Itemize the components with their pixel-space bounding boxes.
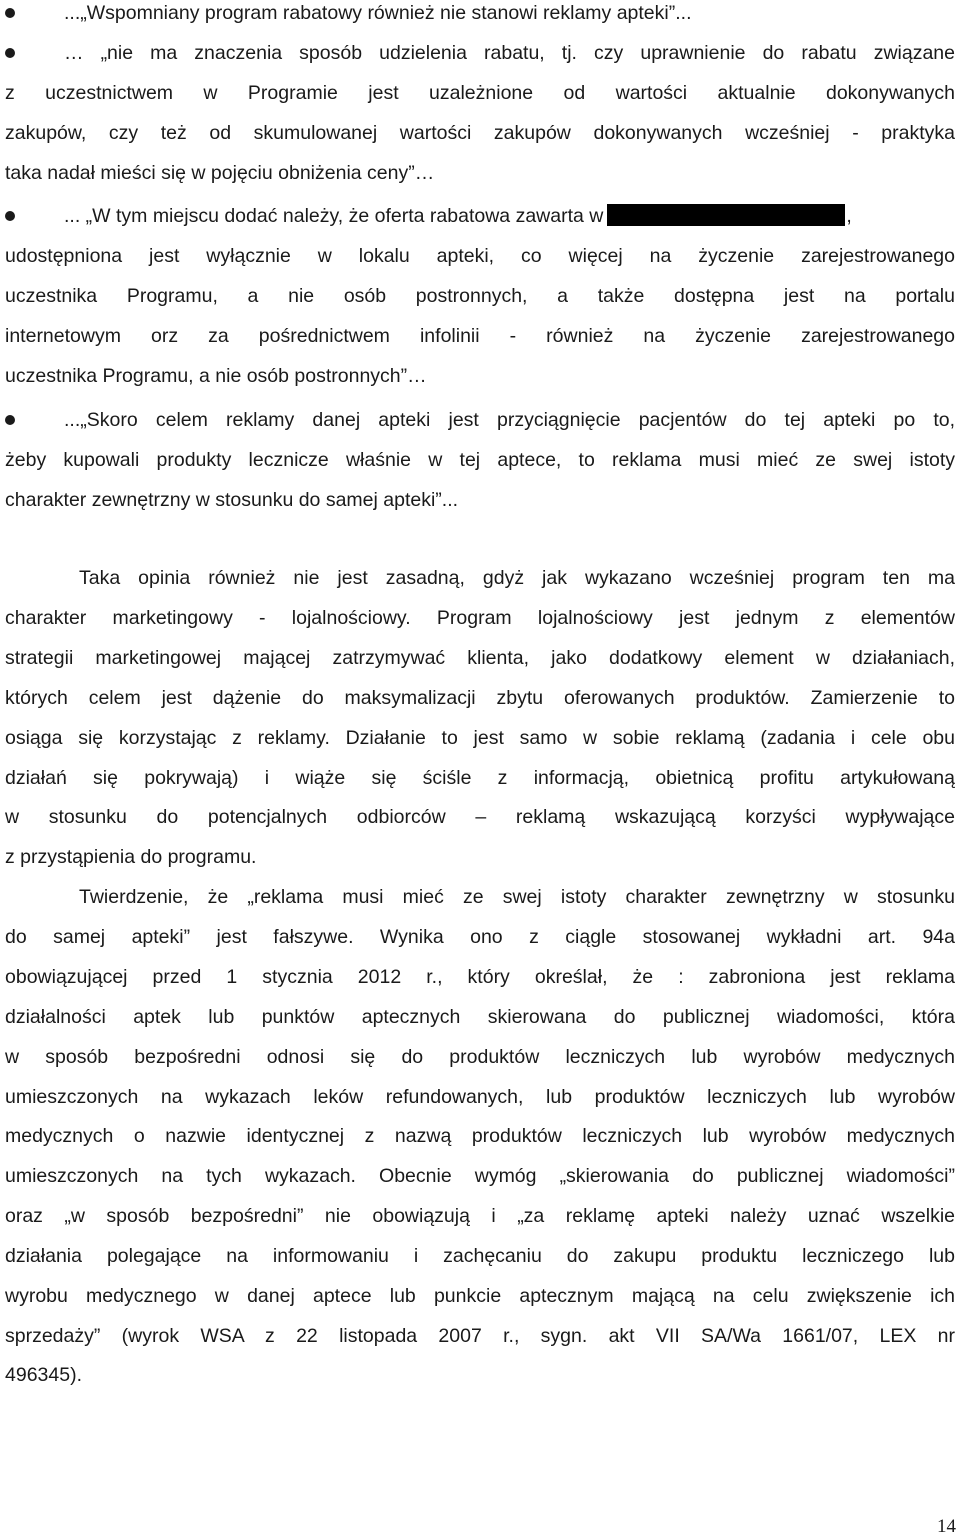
paragraph-1-line-8: z przystąpienia do programu. bbox=[5, 846, 257, 868]
bullet-marker bbox=[5, 8, 15, 18]
paragraph-2-line-13: 496345). bbox=[5, 1364, 82, 1386]
paragraph-1-line-5: osiąga się korzystając z reklamy. Działanie to jest samo w sobie reklamą (zadania i cele obu bbox=[5, 727, 955, 749]
paragraph-1-line-3: strategii marketingowej mającej zatrzymywać klienta, jako dodatkowy element w działaniach, bbox=[5, 647, 955, 669]
bullet-2-line-2: z uczestnictwem w Programie jest uzależnione od wartości aktualnie dokonywanych bbox=[5, 82, 955, 104]
bullet-4-line-3: charakter zewnętrzny w stosunku do samej apteki”... bbox=[5, 489, 459, 511]
bullet-2-line-4: taka nadał mieści się w pojęciu obniżenia ceny”… bbox=[5, 162, 435, 184]
page-number: 14 bbox=[937, 1516, 956, 1537]
bullet-3-line-5: uczestnika Programu, a nie osób postronnych”… bbox=[5, 365, 427, 387]
bullet-marker bbox=[5, 48, 15, 58]
paragraph-2-line-11: wyrobu medycznego w danej aptece lub punkcie aptecznym mającą na celu zwiększenie ich bbox=[5, 1285, 955, 1307]
bullet-marker bbox=[5, 211, 15, 221]
bullet-3-line-1 bbox=[64, 203, 955, 229]
paragraph-2-line-10: działania polegające na informowaniu i zachęcaniu do zakupu produktu leczniczego lub bbox=[5, 1245, 955, 1267]
bullet-1-line-1: ...„Wspomniany program rabatowy również nie stanowi reklamy apteki”... bbox=[64, 2, 692, 24]
bullet-3-line-4: internetowym orz za pośrednictwem infolinii - również na życzenie zarejestrowanego bbox=[5, 325, 955, 347]
paragraph-1-line-2: charakter marketingowy - lojalnościowy. Program lojalnościowy jest jednym z elementów bbox=[5, 607, 955, 629]
bullet-marker bbox=[5, 415, 15, 425]
bullet-3-line-1-tail: , bbox=[846, 205, 852, 227]
bullet-3-line-3: uczestnika Programu, a nie osób postronnych, a także dostępna jest na portalu bbox=[5, 285, 955, 307]
paragraph-2-line-1: Twierdzenie, że „reklama musi mieć ze swej istoty charakter zewnętrzny w stosunku bbox=[79, 886, 955, 908]
bullet-4-line-2: żeby kupowali produkty lecznicze właśnie w tej aptece, to reklama musi mieć ze swej istoty bbox=[5, 449, 955, 471]
paragraph-1-line-7: w stosunku do potencjalnych odbiorców – reklamą wskazującą korzyści wypływające bbox=[5, 806, 955, 828]
paragraph-2-line-3: obowiązującej przed 1 stycznia 2012 r., który określał, że : zabroniona jest reklama bbox=[5, 966, 955, 988]
paragraph-1-line-6: działań się pokrywają) i wiąże się ściśle z informacją, obietnicą profitu artykułowaną bbox=[5, 767, 955, 789]
paragraph-2-line-4: działalności aptek lub punktów aptecznych skierowana do publicznej wiadomości, która bbox=[5, 1006, 955, 1028]
paragraph-1-line-4: których celem jest dążenie do maksymalizacji zbytu oferowanych produktów. Zamierzenie to bbox=[5, 687, 955, 709]
paragraph-2-line-8: umieszczonych na tych wykazach. Obecnie wymóg „skierowania do publicznej wiadomości” bbox=[5, 1165, 955, 1187]
paragraph-2-line-7: medycznych o nazwie identycznej z nazwą produktów leczniczych lub wyrobów medycznych bbox=[5, 1125, 955, 1147]
paragraph-2-line-6: umieszczonych na wykazach leków refundowanych, lub produktów leczniczych lub wyrobów bbox=[5, 1086, 955, 1108]
bullet-3-line-1-text: ... „W tym miejscu dodać należy, że oferta rabatowa zawarta w bbox=[64, 205, 604, 227]
bullet-2-line-3: zakupów, czy też od skumulowanej wartości zakupów dokonywanych wcześniej - praktyka bbox=[5, 122, 955, 144]
bullet-3-line-2: udostępniona jest wyłącznie w lokalu apteki, co więcej na życzenie zarejestrowanego bbox=[5, 245, 955, 267]
paragraph-2-line-12: sprzedaży” (wyrok WSA z 22 listopada 2007 r., sygn. akt VII SA/Wa 1661/07, LEX nr bbox=[5, 1325, 955, 1347]
paragraph-2-line-9: oraz „w sposób bezpośredni” nie obowiązują i „za reklamę apteki należy uznać wszelkie bbox=[5, 1205, 955, 1227]
bullet-2-line-1: … „nie ma znaczenia sposób udzielenia rabatu, tj. czy uprawnienie do rabatu związane bbox=[64, 42, 955, 64]
paragraph-2-line-2: do samej apteki” jest fałszywe. Wynika ono z ciągle stosowanej wykładni art. 94a bbox=[5, 926, 955, 948]
redaction-bar bbox=[607, 204, 845, 226]
bullet-4-line-1: ...„Skoro celem reklamy danej apteki jest przyciągnięcie pacjentów do tej apteki po to, bbox=[64, 409, 955, 431]
paragraph-1-line-1: Taka opinia również nie jest zasadną, gdyż jak wykazano wcześniej program ten ma bbox=[79, 567, 955, 589]
paragraph-2-line-5: w sposób bezpośredni odnosi się do produktów leczniczych lub wyrobów medycznych bbox=[5, 1046, 955, 1068]
